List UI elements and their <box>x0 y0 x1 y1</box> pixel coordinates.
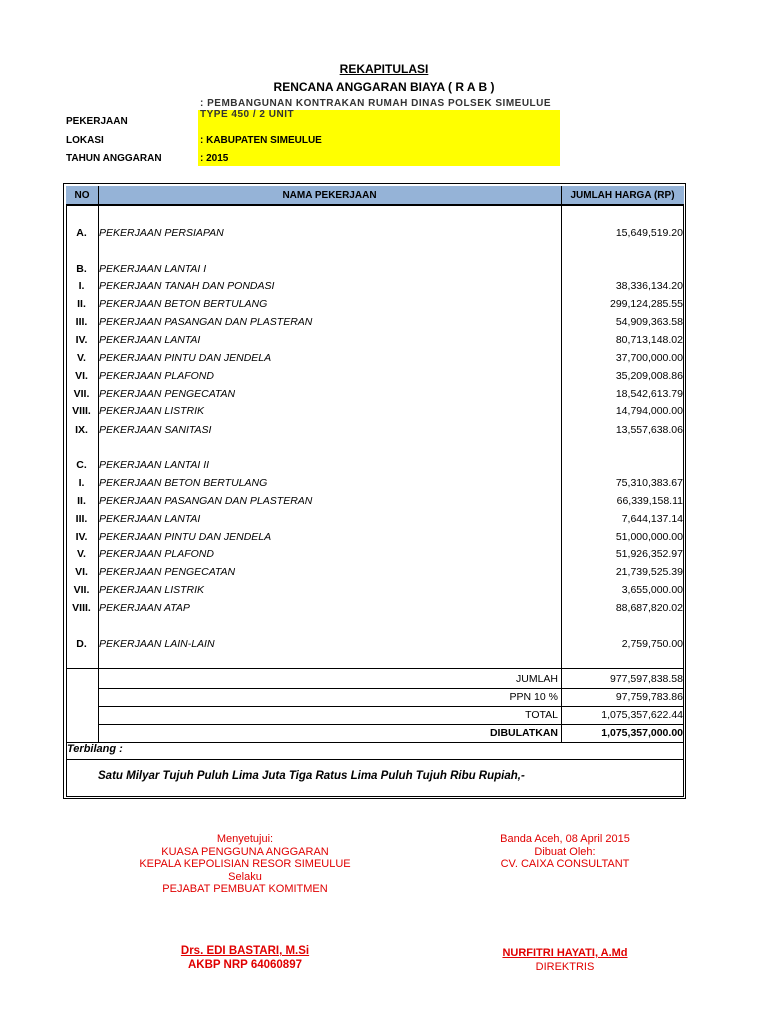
tahun-label: TAHUN ANGGARAN <box>66 153 162 164</box>
row-amount: 3,655,000.00 <box>621 584 683 596</box>
row-name: PEKERJAAN LANTAI II <box>99 459 210 471</box>
row-no: IV. <box>75 334 88 346</box>
row-no: II. <box>77 298 86 310</box>
row-amount: 21,739,525.39 <box>615 566 683 578</box>
left-role-4: PEJABAT PEMBUAT KOMITMEN <box>162 883 328 895</box>
table-row <box>66 386 684 403</box>
left-approve-label: Menyetujui: <box>216 833 274 845</box>
table-row <box>66 600 684 617</box>
left-signer-name: Drs. EDI BASTARI, M.Si <box>180 945 310 957</box>
row-amount: 18,542,613.79 <box>615 388 683 400</box>
row-no: V. <box>77 548 86 560</box>
row-amount: 66,339,158.11 <box>616 495 683 507</box>
summary-value-jumlah: 977,597,838.58 <box>610 673 683 685</box>
summary-value-dibulatkan: 1,075,357,000.00 <box>601 727 683 739</box>
row-amount: 14,794,000.00 <box>615 405 683 417</box>
table-row <box>66 332 684 349</box>
row-name: PEKERJAAN LISTRIK <box>99 405 205 417</box>
row-no: VIII. <box>72 405 91 417</box>
row-no: III. <box>75 316 88 328</box>
row-amount: 51,926,352.97 <box>615 548 683 560</box>
summary-label-dibulatkan: DIBULATKAN <box>489 727 558 739</box>
row-name: PEKERJAAN PINTU DAN JENDELA <box>99 531 272 543</box>
header-jumlah-harga: JUMLAH HARGA (RP) <box>561 186 684 205</box>
row-amount: 88,687,820.02 <box>615 602 683 614</box>
row-no: B. <box>76 263 87 275</box>
row-no: I. <box>78 477 85 489</box>
row-name: PEKERJAAN LANTAI I <box>99 263 207 275</box>
table-row <box>66 314 684 331</box>
row-no: VI. <box>75 566 88 578</box>
row-name: PEKERJAAN LISTRIK <box>99 584 205 596</box>
row-name: PEKERJAAN PASANGAN DAN PLASTERAN <box>99 495 313 507</box>
right-signer-title: DIREKTRIS <box>535 961 595 973</box>
row-amount: 15,649,519.20 <box>615 227 683 239</box>
table-row <box>66 493 684 510</box>
row-no: VIII. <box>72 602 91 614</box>
row-amount: 80,713,148.02 <box>615 334 683 346</box>
row-amount: 51,000,000.00 <box>615 531 683 543</box>
terbilang-label: Terbilang : <box>67 743 123 755</box>
row-no: VI. <box>75 370 88 382</box>
right-signer-name: NURFITRI HAYATI, A.Md <box>502 947 628 959</box>
summary-label-ppn: PPN 10 % <box>509 691 558 703</box>
table-row <box>66 511 684 528</box>
table-row <box>66 296 684 313</box>
row-name: PEKERJAAN BETON BERTULANG <box>99 298 268 310</box>
left-role-1: KUASA PENGGUNA ANGGARAN <box>161 845 329 858</box>
table-row <box>66 225 684 242</box>
table-row <box>66 582 684 599</box>
row-amount: 299,124,285.55 <box>610 298 683 310</box>
summary-value-total: 1,075,357,622.44 <box>601 709 683 721</box>
signature-left-block <box>110 833 380 896</box>
row-name: PEKERJAAN LAIN-LAIN <box>99 638 215 650</box>
row-amount: 35,209,008.86 <box>615 370 683 382</box>
row-name: PEKERJAAN TANAH DAN PONDASI <box>99 280 275 292</box>
row-amount: 54,909,363.58 <box>615 316 683 328</box>
table-row <box>66 350 684 367</box>
row-name: PEKERJAAN SANITASI <box>99 424 212 436</box>
header-no: NO <box>66 186 98 205</box>
row-no: II. <box>77 495 86 507</box>
terbilang-text: Satu Milyar Tujuh Puluh Lima Juta Tiga Ratus Lima Puluh Tujuh Ribu Rupiah,- <box>98 770 525 782</box>
lokasi-label: LOKASI <box>66 135 104 146</box>
table-row <box>66 636 684 653</box>
table-row <box>66 422 684 439</box>
row-name: PEKERJAAN ATAP <box>99 602 190 614</box>
row-amount: 75,310,383.67 <box>615 477 683 489</box>
pekerjaan-label: PEKERJAAN <box>66 116 128 127</box>
row-amount: 38,336,134.20 <box>615 280 683 292</box>
row-no: IX. <box>75 424 88 436</box>
row-name: PEKERJAAN PENGECATAN <box>99 566 236 578</box>
row-amount: 2,759,750.00 <box>621 638 683 650</box>
lokasi-value: : KABUPATEN SIMEULUE <box>200 135 322 146</box>
left-role-2: KEPALA KEPOLISIAN RESOR SIMEULUE <box>139 858 351 870</box>
row-no: V. <box>77 352 86 364</box>
document-subtitle: RENCANA ANGGARAN BIAYA ( R A B ) <box>273 80 495 94</box>
document-title: REKAPITULASI <box>339 62 429 76</box>
summary-label-jumlah: JUMLAH <box>515 673 558 685</box>
signature-right-block <box>450 833 680 871</box>
header-nama-pekerjaan: NAMA PEKERJAAN <box>98 186 561 205</box>
right-made-by-label: Dibuat Oleh: <box>534 845 596 858</box>
row-name: PEKERJAAN LANTAI <box>99 334 201 346</box>
row-no: A. <box>76 227 87 239</box>
header-second-rule <box>66 205 684 206</box>
row-name: PEKERJAAN PLAFOND <box>99 548 214 560</box>
pekerjaan-value: : PEMBANGUNAN KONTRAKAN RUMAH DINAS POLSEK SIMEULUE TYPE 450 / 2 UNIT <box>200 98 552 120</box>
summary-value-ppn: 97,759,783.86 <box>615 691 683 703</box>
row-name: PEKERJAAN PERSIAPAN <box>99 227 224 239</box>
row-no: I. <box>78 280 85 292</box>
table-row <box>66 457 684 474</box>
table-row <box>66 529 684 546</box>
table-row <box>66 475 684 492</box>
row-amount: 37,700,000.00 <box>615 352 683 364</box>
row-no: VII. <box>73 388 90 400</box>
tahun-value: : 2015 <box>200 153 229 164</box>
left-signer-rank: AKBP NRP 64060897 <box>187 959 302 971</box>
row-no: D. <box>76 638 87 650</box>
table-row <box>66 564 684 581</box>
row-name: PEKERJAAN BETON BERTULANG <box>99 477 268 489</box>
row-no: VII. <box>73 584 90 596</box>
terbilang-rule <box>66 759 684 760</box>
row-amount: 13,557,638.06 <box>615 424 683 436</box>
row-name: PEKERJAAN PLAFOND <box>99 370 214 382</box>
body-bottom-rule <box>66 668 684 669</box>
left-role-3: Selaku <box>228 870 262 883</box>
table-row <box>66 278 684 295</box>
row-amount: 7,644,137.14 <box>621 513 683 525</box>
row-name: PEKERJAAN PASANGAN DAN PLASTERAN <box>99 316 313 328</box>
row-name: PEKERJAAN LANTAI <box>99 513 201 525</box>
summary-bottom-rule <box>66 742 684 743</box>
table-row <box>66 368 684 385</box>
table-row <box>66 403 684 420</box>
row-no: C. <box>76 459 87 471</box>
row-no: III. <box>75 513 88 525</box>
summary-label-total: TOTAL <box>525 709 558 721</box>
row-name: PEKERJAAN PENGECATAN <box>99 388 236 400</box>
right-place-date: Banda Aceh, 08 April 2015 <box>500 833 630 845</box>
table-row <box>66 261 684 278</box>
row-no: IV. <box>75 531 88 543</box>
table-row <box>66 546 684 563</box>
row-name: PEKERJAAN PINTU DAN JENDELA <box>99 352 272 364</box>
right-company: CV. CAIXA CONSULTANT <box>500 858 630 870</box>
